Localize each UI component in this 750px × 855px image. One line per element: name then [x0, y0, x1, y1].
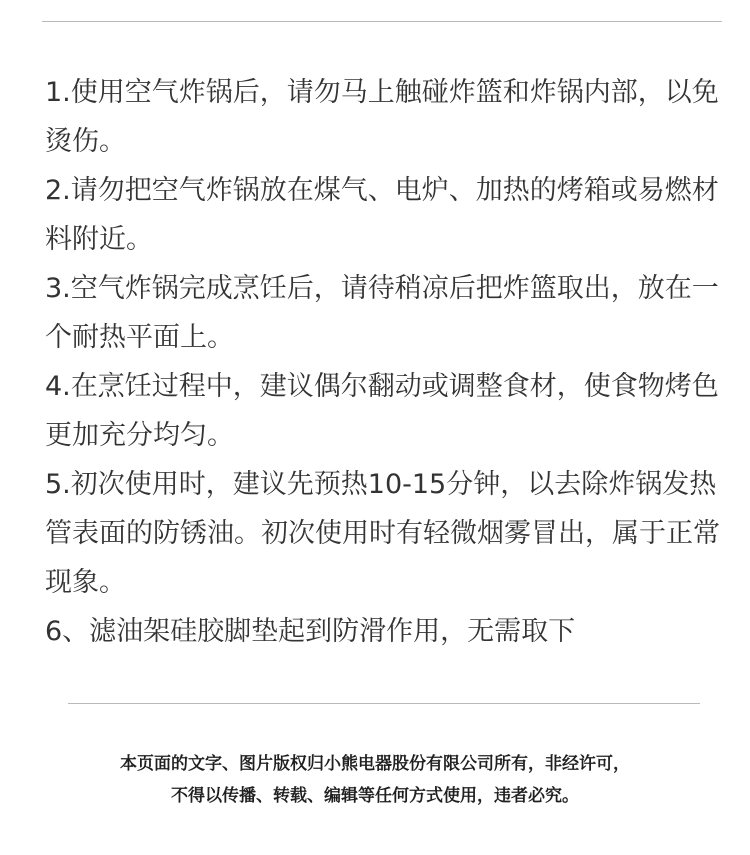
usage-note: 4.在烹饪过程中，建议偶尔翻动或调整食材，使食物烤色更加充分均匀。: [45, 371, 719, 451]
section-divider: [68, 703, 700, 704]
copyright-line: 本页面的文字、图片版权归小熊电器股份有限公司所有，非经许可，: [120, 754, 630, 774]
usage-note: 2.请勿把空气炸锅放在煤气、电炉、加热的烤箱或易燃材料附近。: [45, 175, 719, 255]
usage-note: 5.初次使用时，建议先预热10-15分钟，以去除炸锅发热管表面的防锈油。初次使用时有轻微烟雾冒出，属于正常现象。: [45, 469, 720, 598]
copyright-line: 不得以传播、转载、编辑等任何方式使用，违者必究。: [171, 786, 579, 806]
usage-note: 3.空气炸锅完成烹饪后，请待稍凉后把炸篮取出，放在一个耐热平面上。: [45, 273, 719, 353]
top-divider: [42, 21, 722, 22]
usage-note: 1.使用空气炸锅后，请勿马上触碰炸篮和炸锅内部，以免烫伤。: [45, 77, 719, 157]
usage-note: 6、滤油架硅胶脚垫起到防滑作用，无需取下: [45, 616, 576, 647]
usage-notes-list: [45, 68, 725, 656]
copyright-notice: [0, 748, 750, 812]
